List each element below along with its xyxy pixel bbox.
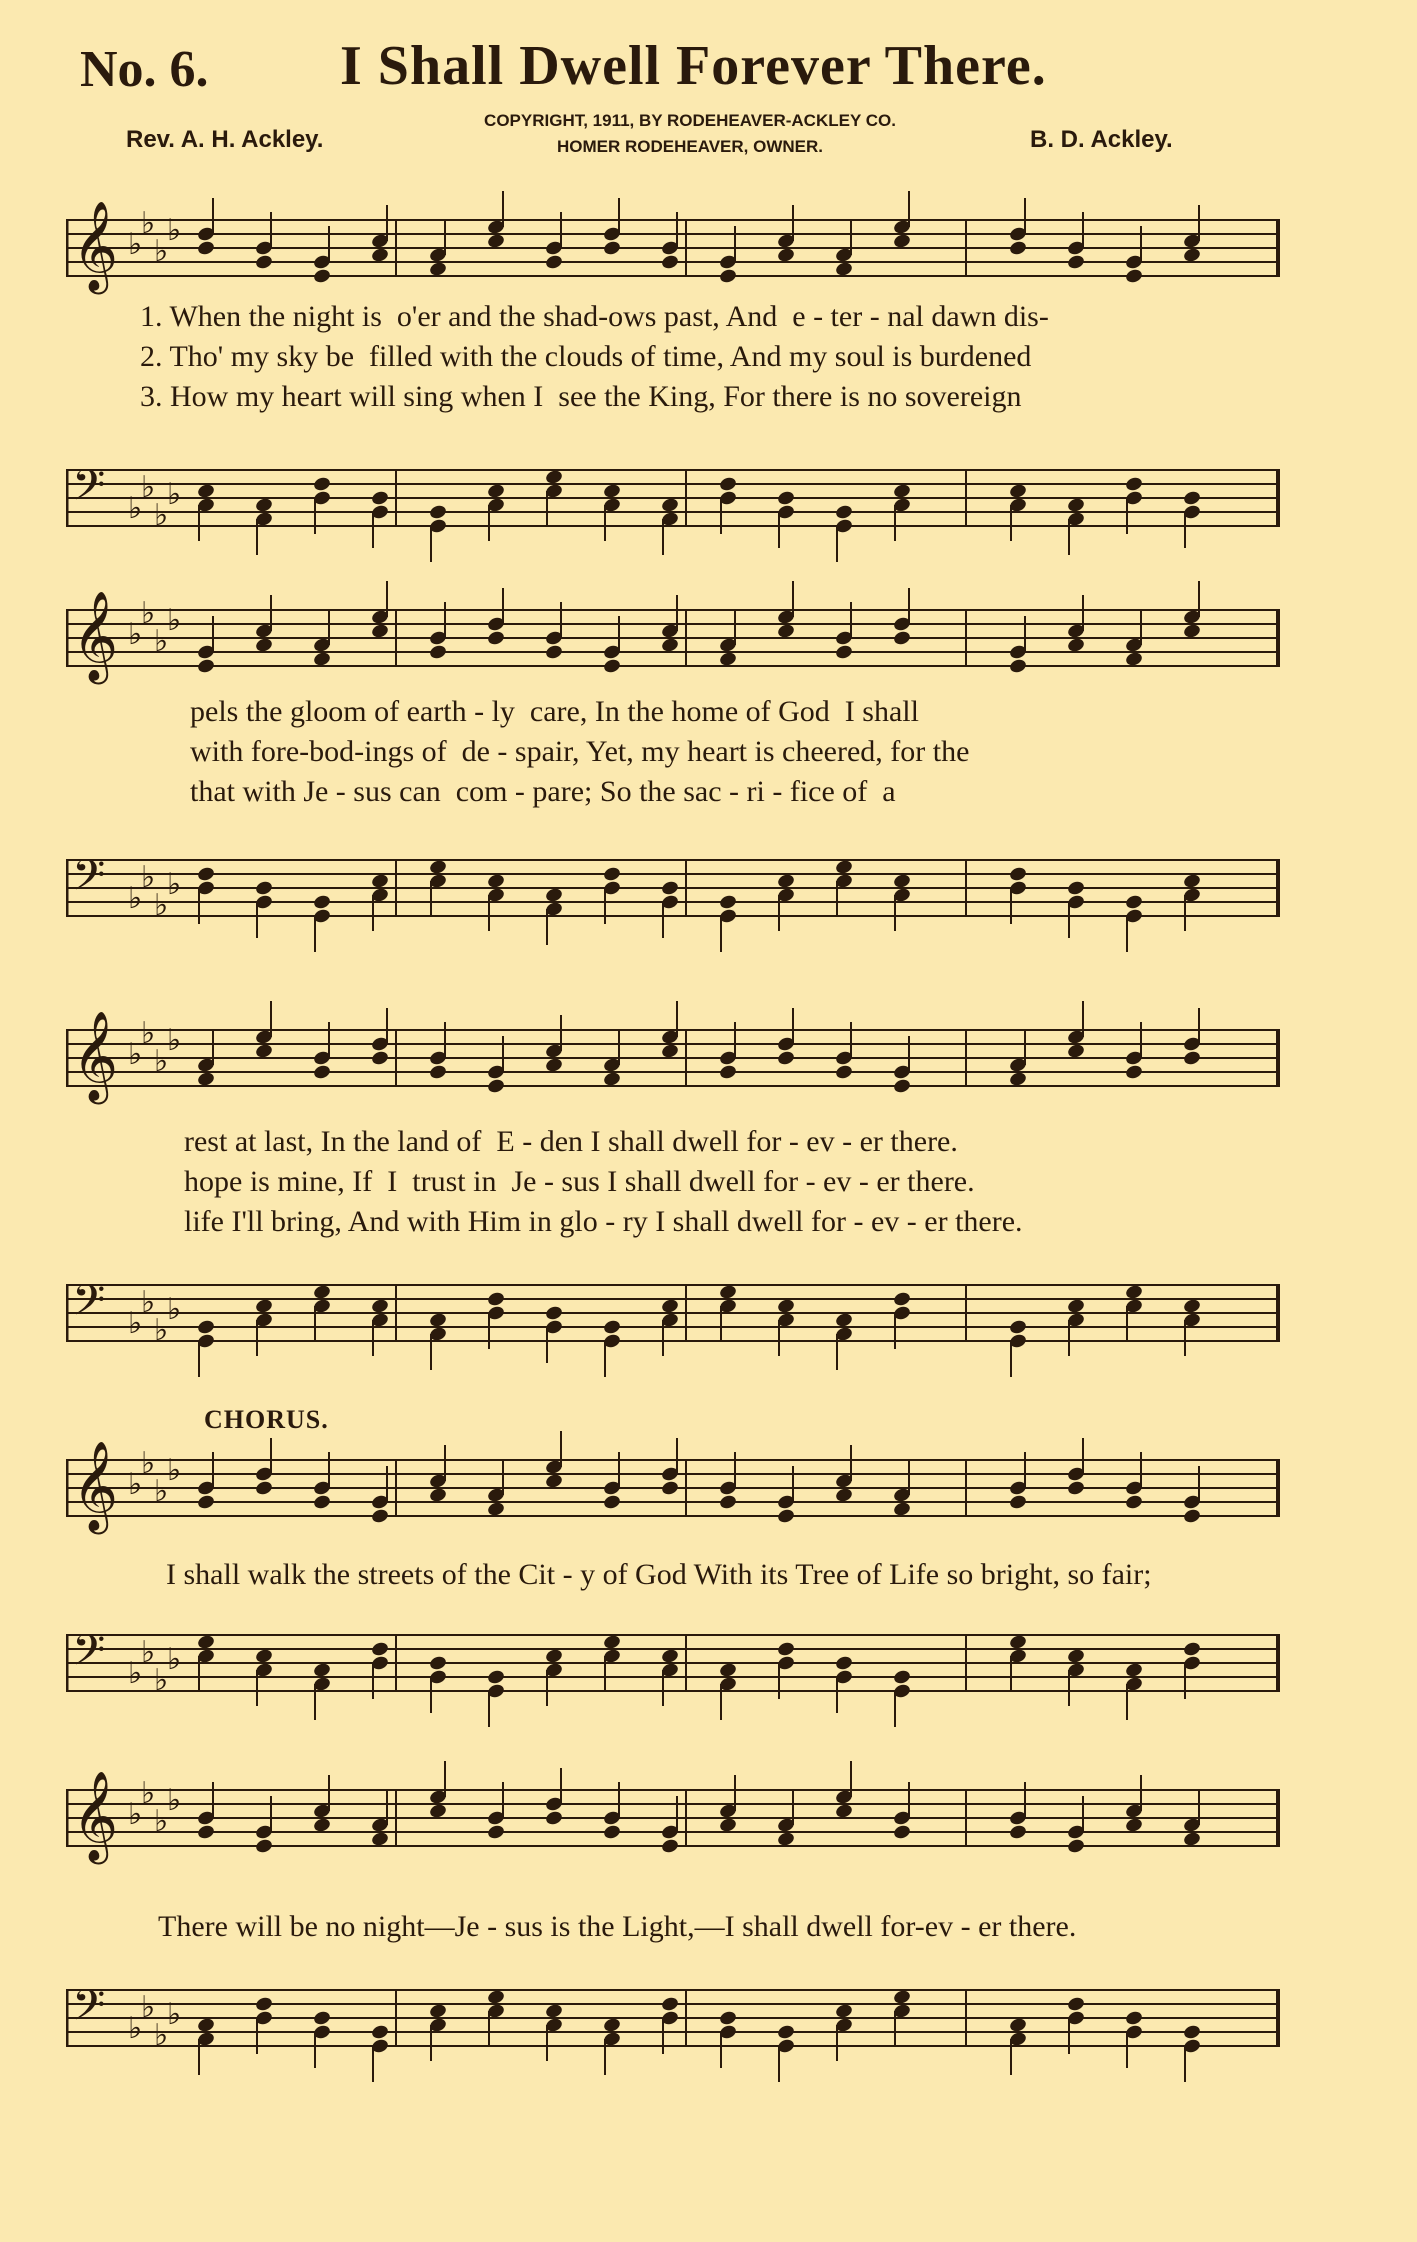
note-head [1182, 1050, 1201, 1067]
note-head [196, 866, 215, 883]
note-head [718, 894, 737, 911]
note-head [486, 1989, 505, 2006]
note-head [486, 1824, 505, 1841]
note-head [892, 1989, 911, 2006]
note-head [718, 1284, 737, 1301]
note-head [602, 1824, 621, 1841]
flat-icon: ♭ [128, 227, 143, 262]
note-head [892, 630, 911, 647]
note-head [1124, 894, 1143, 911]
flat-icon: ♭ [141, 1990, 156, 2025]
note-head [544, 469, 563, 486]
note-head [312, 1494, 331, 1511]
flat-icon: ♭ [154, 888, 169, 923]
note-head [312, 894, 331, 911]
note-head [370, 1508, 389, 1525]
flat-icon: ♭ [141, 206, 156, 241]
note-head [428, 1312, 447, 1329]
flat-icon: ♭ [141, 470, 156, 505]
note-head [544, 1473, 563, 1490]
note-head [1124, 651, 1143, 668]
flat-icon: ♭ [128, 1306, 143, 1341]
note-head [718, 476, 737, 493]
note-head [834, 504, 853, 521]
verse-1-lyric: rest at last, In the land of E - den I shall dwell for - ev - er there. [184, 1125, 958, 1158]
bass-staff [66, 830, 1280, 960]
note-head [544, 644, 563, 661]
note-head [1008, 1634, 1027, 1651]
note-head [196, 2017, 215, 2034]
note-head [1124, 1064, 1143, 1081]
copyright-line-1: COPYRIGHT, 1911, BY RODEHEAVER-ACKLEY CO. [484, 111, 896, 130]
flat-icon: ♭ [128, 617, 143, 652]
flat-icon: ♭ [141, 1446, 156, 1481]
note-head [1066, 637, 1085, 654]
note-head [892, 483, 911, 500]
note-head [776, 1508, 795, 1525]
note-head [486, 1291, 505, 1308]
note-head [1066, 497, 1085, 514]
bass-clef-icon: 𝄢 [72, 1981, 106, 2041]
note-head [544, 1057, 563, 1074]
note-head [602, 1071, 621, 1088]
flat-icon: ♭ [128, 1656, 143, 1691]
flat-icon: ♭ [154, 1663, 169, 1698]
note-head [602, 1319, 621, 1336]
flat-icon: ♭ [167, 1453, 182, 1488]
flat-icon: ♭ [128, 2011, 143, 2046]
note-head [1008, 658, 1027, 675]
note-head [196, 1634, 215, 1651]
note-head [892, 1824, 911, 1841]
note-head [660, 1648, 679, 1665]
note-head [776, 1641, 795, 1658]
note-head [1008, 483, 1027, 500]
note-head [254, 880, 273, 897]
note-head [718, 1494, 737, 1511]
note-head [1008, 1824, 1027, 1841]
flat-icon: ♭ [154, 1313, 169, 1348]
treble-staff [66, 190, 1280, 300]
note-head [254, 1838, 273, 1855]
note-head [544, 1305, 563, 1322]
note-head [834, 1803, 853, 1820]
copyright-notice [440, 108, 940, 160]
flat-icon: ♭ [167, 1783, 182, 1818]
note-head [312, 1284, 331, 1301]
flat-icon: ♭ [167, 477, 182, 512]
note-head [1124, 2010, 1143, 2027]
note-head [718, 1817, 737, 1834]
note-head [834, 1655, 853, 1672]
verse-2-lyric: hope is mine, If I trust in Je - sus I shall dwell for - ev - er there. [184, 1165, 975, 1198]
bass-clef-icon: 𝄢 [72, 1626, 106, 1686]
note-head [544, 254, 563, 271]
note-head [1124, 1284, 1143, 1301]
note-head [1182, 873, 1201, 890]
note-head [370, 1831, 389, 1848]
chorus-lyric: There will be no night—Je - sus is the Light,—I shall dwell for-ev - er there. [158, 1910, 1077, 1943]
flat-icon: ♭ [154, 1804, 169, 1839]
note-head [892, 1501, 911, 1518]
flat-icon: ♭ [154, 2018, 169, 2053]
note-head [660, 1838, 679, 1855]
note-head [602, 1634, 621, 1651]
flat-icon: ♭ [141, 1635, 156, 1670]
flat-icon: ♭ [141, 860, 156, 895]
flat-icon: ♭ [141, 1776, 156, 1811]
note-head [1182, 623, 1201, 640]
note-head [370, 1641, 389, 1658]
flat-icon: ♭ [154, 624, 169, 659]
note-head [370, 2024, 389, 2041]
note-head [834, 1064, 853, 1081]
note-head [370, 247, 389, 264]
note-head [428, 859, 447, 876]
verse-3-lyric: that with Je - sus can com - pare; So the sac - ri - fice of a [190, 775, 896, 808]
note-head [254, 254, 273, 271]
note-head [660, 1043, 679, 1060]
note-head [544, 2003, 563, 2020]
note-head [1124, 1494, 1143, 1511]
note-head [660, 1298, 679, 1315]
note-head [254, 1648, 273, 1665]
flat-icon: ♭ [154, 1474, 169, 1509]
note-head [602, 658, 621, 675]
flat-icon: ♭ [154, 1044, 169, 1079]
note-head [254, 1480, 273, 1497]
note-head [1182, 247, 1201, 264]
note-head [370, 623, 389, 640]
note-head [602, 240, 621, 257]
note-head [1008, 1071, 1027, 1088]
note-head [254, 497, 273, 514]
note-head [254, 1996, 273, 2013]
verse-1-lyric: pels the gloom of earth - ly care, In the home of God I shall [190, 695, 919, 728]
note-head [370, 1298, 389, 1315]
note-head [1066, 880, 1085, 897]
treble-staff [66, 1760, 1280, 1890]
note-head [1182, 1298, 1201, 1315]
note-head [834, 261, 853, 278]
note-head [196, 1319, 215, 1336]
note-head [1066, 1043, 1085, 1060]
flat-icon: ♭ [167, 1997, 182, 2032]
note-head [428, 1655, 447, 1672]
note-head [718, 268, 737, 285]
note-head [892, 1078, 911, 1095]
flat-icon: ♭ [154, 234, 169, 269]
note-head [718, 1662, 737, 1679]
treble-staff [66, 580, 1280, 690]
bass-staff [66, 1255, 1280, 1385]
note-head [660, 497, 679, 514]
flat-icon: ♭ [141, 1285, 156, 1320]
note-head [544, 887, 563, 904]
note-head [428, 1064, 447, 1081]
note-head [776, 490, 795, 507]
note-head [254, 1298, 273, 1315]
copyright-line-2: HOMER RODEHEAVER, OWNER. [556, 137, 824, 156]
note-head [1008, 1319, 1027, 1336]
note-head [1066, 1480, 1085, 1497]
verse-3-lyric: 3. How my heart will sing when I see the King, For there is no sovereign [140, 380, 1022, 413]
bass-clef-icon: 𝄢 [72, 851, 106, 911]
note-head [544, 1810, 563, 1827]
note-head [660, 1480, 679, 1497]
treble-clef-icon: 𝄞 [72, 1441, 119, 1531]
note-head [196, 240, 215, 257]
flat-icon: ♭ [141, 596, 156, 631]
note-head [1182, 490, 1201, 507]
flat-icon: ♭ [167, 603, 182, 638]
note-head [428, 2003, 447, 2020]
bass-clef-icon: 𝄢 [72, 461, 106, 521]
verse-1-lyric: 1. When the night is o'er and the shad-ows past, And e - ter - nal dawn dis- [140, 300, 1049, 333]
note-head [602, 483, 621, 500]
note-head [486, 1669, 505, 1686]
note-head [254, 1043, 273, 1060]
note-head [428, 1487, 447, 1504]
flat-icon: ♭ [128, 1797, 143, 1832]
flat-icon: ♭ [167, 1292, 182, 1327]
note-head [718, 1064, 737, 1081]
note-head [486, 1078, 505, 1095]
lyricist-credit: Rev. A. H. Ackley. [126, 126, 324, 153]
note-head [718, 2010, 737, 2027]
note-head [834, 2003, 853, 2020]
note-head [1008, 866, 1027, 883]
note-head [776, 1050, 795, 1067]
note-head [428, 1803, 447, 1820]
note-head [1182, 2024, 1201, 2041]
note-head [196, 1071, 215, 1088]
flat-icon: ♭ [141, 1016, 156, 1051]
chorus-lyric: I shall walk the streets of the Cit - y of God With its Tree of Life so bright, so fair; [166, 1558, 1152, 1591]
note-head [892, 1291, 911, 1308]
chorus-label: CHORUS. [204, 1405, 329, 1434]
note-head [1124, 268, 1143, 285]
note-head [1008, 1494, 1027, 1511]
flat-icon: ♭ [167, 1023, 182, 1058]
note-head [602, 2017, 621, 2034]
treble-staff [66, 1000, 1280, 1120]
note-head [660, 637, 679, 654]
flat-icon: ♭ [128, 1037, 143, 1072]
verse-3-lyric: life I'll bring, And with Him in glo - ry I shall dwell for - ev - er there. [184, 1205, 1023, 1238]
hymn-number: No. 6. [80, 41, 209, 98]
note-head [486, 483, 505, 500]
bass-staff [66, 1605, 1280, 1735]
note-head [486, 630, 505, 647]
note-head [1008, 2017, 1027, 2034]
note-head [370, 490, 389, 507]
note-head [1066, 254, 1085, 271]
note-head [428, 504, 447, 521]
note-head [312, 268, 331, 285]
flat-icon: ♭ [128, 881, 143, 916]
note-head [312, 2010, 331, 2027]
note-head [660, 880, 679, 897]
note-head [1182, 1508, 1201, 1525]
note-head [486, 233, 505, 250]
note-head [892, 873, 911, 890]
flat-icon: ♭ [167, 1642, 182, 1677]
treble-clef-icon: 𝄞 [72, 1771, 119, 1861]
note-head [1066, 1298, 1085, 1315]
note-head [1182, 1831, 1201, 1848]
flat-icon: ♭ [167, 867, 182, 902]
note-head [834, 644, 853, 661]
note-head [776, 2024, 795, 2041]
note-head [660, 1996, 679, 2013]
note-head [486, 1501, 505, 1518]
flat-icon: ♭ [128, 491, 143, 526]
note-head [892, 1669, 911, 1686]
note-head [776, 1298, 795, 1315]
verse-2-lyric: 2. Tho' my sky be filled with the clouds of time, And my soul is burdened [140, 340, 1032, 373]
note-head [602, 1494, 621, 1511]
note-head [834, 859, 853, 876]
verse-2-lyric: with fore-bod-ings of de - spair, Yet, my heart is cheered, for the [190, 735, 970, 768]
flat-icon: ♭ [167, 213, 182, 248]
note-head [312, 1064, 331, 1081]
note-head [312, 1817, 331, 1834]
note-head [312, 476, 331, 493]
note-head [196, 1824, 215, 1841]
note-head [428, 644, 447, 661]
flat-icon: ♭ [154, 498, 169, 533]
note-head [1124, 476, 1143, 493]
note-head [544, 1648, 563, 1665]
hymn-title: I Shall Dwell Forever There. [340, 35, 1047, 97]
treble-clef-icon: 𝄞 [72, 201, 119, 291]
note-head [254, 637, 273, 654]
note-head [1066, 1648, 1085, 1665]
note-head [776, 873, 795, 890]
note-head [1066, 1996, 1085, 2013]
treble-staff [66, 1430, 1280, 1550]
bass-clef-icon: 𝄢 [72, 1276, 106, 1336]
treble-clef-icon: 𝄞 [72, 591, 119, 681]
note-head [776, 247, 795, 264]
note-head [776, 1831, 795, 1848]
note-head [1182, 1641, 1201, 1658]
composer-credit: B. D. Ackley. [1030, 126, 1173, 153]
note-head [196, 658, 215, 675]
note-head [196, 1494, 215, 1511]
note-head [370, 1050, 389, 1067]
note-head [486, 873, 505, 890]
note-head [1124, 1817, 1143, 1834]
note-head [834, 1312, 853, 1329]
note-head [776, 623, 795, 640]
note-head [718, 651, 737, 668]
note-head [196, 483, 215, 500]
note-head [892, 233, 911, 250]
bass-staff [66, 1960, 1280, 2090]
note-head [312, 1662, 331, 1679]
note-head [428, 261, 447, 278]
note-head [834, 1487, 853, 1504]
note-head [370, 873, 389, 890]
note-head [1124, 1662, 1143, 1679]
bass-staff [66, 440, 1280, 570]
note-head [660, 254, 679, 271]
note-head [1008, 240, 1027, 257]
treble-clef-icon: 𝄞 [72, 1011, 119, 1101]
flat-icon: ♭ [128, 1467, 143, 1502]
note-head [602, 866, 621, 883]
note-head [312, 651, 331, 668]
note-head [1066, 1838, 1085, 1855]
